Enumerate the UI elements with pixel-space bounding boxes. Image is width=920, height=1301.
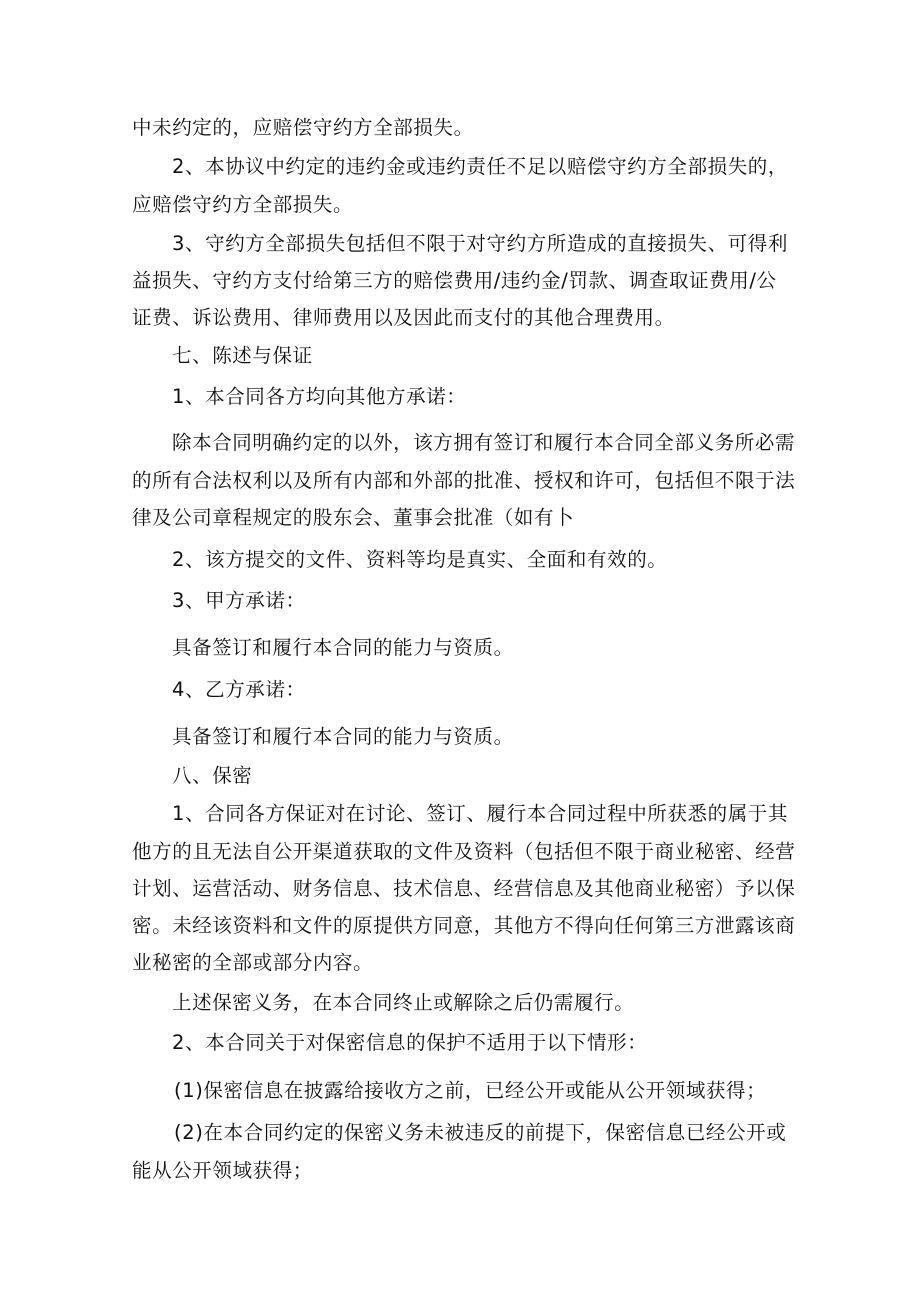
- section-heading: 八、保密: [172, 764, 253, 787]
- list-item: (1)保密信息在披露给接收方之前，已经公开或能从公开领域获得；: [174, 1079, 767, 1102]
- text-line: 1、本合同各方均向其他方承诺：: [172, 385, 467, 408]
- text-line: 证费、诉讼费用、律师费用以及因此而支付的其他合理费用。: [132, 306, 675, 329]
- text-line: 他方的且无法自公开渠道获取的文件及资料（包括但不限于商业秘密、经营: [132, 840, 796, 863]
- text-line: 2、该方提交的文件、资料等均是真实、全面和有效的。: [172, 548, 668, 571]
- text-line: 2、本协议中约定的违约金或违约责任不足以赔偿守约方全部损失的，: [172, 155, 789, 178]
- text-line: 密。未经该资料和文件的原提供方同意，其他方不得向任何第三方泄露该商: [132, 914, 796, 937]
- text-line: 具备签订和履行本合同的能力与资质。: [172, 636, 514, 659]
- text-line: 中未约定的，应赔偿守约方全部损失。: [132, 116, 474, 139]
- section-heading: 七、陈述与保证: [172, 344, 313, 367]
- text-line: 上述保密义务，在本合同终止或解除之后仍需履行。: [172, 991, 635, 1014]
- text-line: 应赔偿守约方全部损失。: [132, 193, 354, 216]
- text-line: 3、甲方承诺：: [172, 589, 306, 612]
- text-line: 的所有合法权利以及所有内部和外部的批准、授权和许可，包括但不限于法: [132, 469, 796, 492]
- text-line: 4、乙方承诺：: [172, 678, 306, 701]
- text-line: 律及公司章程规定的股东会、董事会批准（如有卜: [132, 506, 575, 529]
- text-line: 具备签订和履行本合同的能力与资质。: [172, 725, 514, 748]
- text-line: 1、合同各方保证对在讨论、签订、履行本合同过程中所获悉的属于其: [172, 802, 789, 825]
- text-line: 3、守约方全部损失包括但不限于对守约方所造成的直接损失、可得利: [172, 232, 789, 255]
- text-line: 益损失、守约方支付给第三方的赔偿费用/违约金/罚款、调查取证费用/公: [132, 269, 777, 292]
- text-line: 2、本合同关于对保密信息的保护不适用于以下情形：: [172, 1031, 648, 1054]
- list-item: (2)在本合同约定的保密义务未被违反的前提下，保密信息已经公开或: [174, 1121, 787, 1144]
- text-line: 业秘密的全部或部分内容。: [132, 951, 374, 974]
- text-line: 能从公开领域获得；: [132, 1159, 313, 1182]
- text-line: 计划、运营活动、财务信息、技术信息、经营信息及其他商业秘密）予以保: [132, 877, 796, 900]
- text-line: 除本合同明确约定的以外，该方拥有签订和履行本合同全部义务所必需: [172, 431, 796, 454]
